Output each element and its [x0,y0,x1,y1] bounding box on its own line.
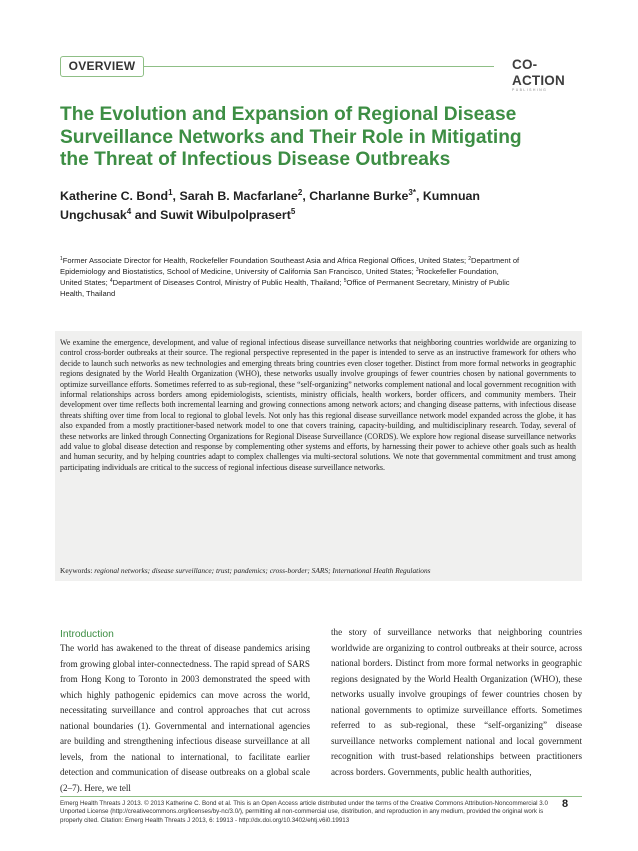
affiliation-text: Office of Permanent Secretary, Ministry of Public Health, Thailand [60,278,510,298]
author-affiliation-marker: 4 [126,207,132,216]
section-badge: OVERVIEW [60,56,144,77]
introduction-heading: Introduction [60,629,114,640]
affiliation-number: 4 [109,278,113,284]
author-list [60,187,530,225]
abstract-text: We examine the emergence, development, and value of regional infectious disease surveillance networks that neighboring countries worldwide are organizing to control cross-border outbreaks at their source. The regional perspective represented in the paper is intended to serve as an instructive framework for others who decide to launch such networks as new technologies and emerging threats bring countries even closer together. Distinct from more formal networks in geographic regions designated by the World Health Organization (WHO), these networks usually involve groupings of fewer countries chosen by national governments to optimize surveillance efforts. Sometimes referred to as sub-regional, these “self-organizing” networks complement national and local government recognition with informal relationships across borders among epidemiologists, scientists, ministry officials, health workers, border officers, and community members. Their development over time reflects both incremental learning and growing connections among network actors; and changing disease patterns, with infectious disease threats shifting over time from local to regional to global levels. Not only has this regional disease surveillance network model expanded across the globe, it has also expanded from a mostly practitioner-based network model to one that covers training, capacity-building, and multidisciplinary research. Today, several of these networks are linked through Connecting Organizations for Regional Disease Surveillance (CORDS). We explore how regional disease surveillance networks add value to global disease detection and response by complementing other systems and efforts, by harnessing their power to achieve other goals such as health and human security, and by helping countries adapt to complex challenges via multi-sectoral solutions. We note that governmental commitment and trust among participating individuals are critical to the success of regional infectious disease surveillance networks. [60,338,576,472]
publisher-logo [512,57,582,92]
affiliation-text: Former Associate Director for Health, Rockefeller Foundation Southeast Asia and Africa Regional Offices, United States; [62,256,469,265]
author-affiliation-marker: 3* [408,188,416,197]
author-name: Charlanne Burke [309,189,409,203]
affiliation-text: Rockefeller Foundation, United States; [60,267,499,287]
publisher-logo-text: CO-ACTION [512,57,565,88]
author-name: Katherine C. Bond [60,189,169,203]
author-separator: , [302,189,310,203]
affiliation-number: 3 [415,267,419,273]
body-column-right: the story of surveillance networks that neighboring countries worldwide are organizing to control outbreaks at their source, across national borders. Distinct from more formal networks in geographic regions designated by the World Health Organization (WHO), these networks usually involve groupings of fewer countries chosen by national governments to optimize surveillance efforts. Sometimes referred to as sub-regional, these “self-organizing” disease surveillance networks complement national and local government recognition with trust-based relationships between practitioners across borders. Governments, public health authorities, [331,627,582,777]
author-affiliation-marker: 5 [290,207,296,216]
affiliation-number: 1 [60,256,63,262]
affiliations [60,255,520,299]
footer-citation: Citation: Emerg Health Threats J 2013, 6: 19913 - http://dx.doi.org/10.3402/ehtj.v6i0.19913 [100,816,350,824]
footer-text: Emerg Health Threats J 2013. © 2013 Katherine C. Bond et al. This is an Open Access article distributed under the terms of the Creative Commons Attribution-Noncommercial 3.0 Unported License (http://creativecommons.org/licenses/by-nc/3.0/), permitting all non-commercial use, distribution, and reproduction in any medium, provided the original work is properly cited. [60,800,548,824]
article-title: The Evolution and Expansion of Regional Disease Surveillance Networks and Their Role in Mitigating the Threat of Infectious Disease Outbreaks [60,104,522,170]
author-separator: and [131,208,161,222]
author-name: Kumnuan Ungchusak [60,189,480,222]
author-name: Sarah B. Macfarlane [179,189,298,203]
body-column-left: The world has awakened to the threat of disease pandemics arising from growing global inter-connectedness. The rapid spread of SARS from Hong Kong to Toronto in 2003 demonstrated the speed with which highly pathogenic epidemics can move across the world, necessitating surveillance and control approaches that cut across national boundaries (1). Governmental and international agencies are building and strengthening infectious disease surveillance at all levels, from the national to international, to facilitate earlier detection and communication of disease outbreaks on a global scale (2–7). Here, we tell [60,643,310,793]
publisher-tagline: PUBLISHING [512,88,548,92]
author-separator: , [415,189,423,203]
affiliation-text: Department of Diseases Control, Ministry of Public Health, Thailand; [112,278,344,287]
affiliation-text: Department of Epidemiology and Biostatistics, School of Medicine, University of California San Francisco, United States; [60,256,520,276]
author-affiliation-marker: 2 [297,188,303,197]
footer-rule [60,796,582,797]
keywords-list: regional networks; disease surveillance; trust; pandemics; cross-border; SARS; International Health Regulations [94,566,431,575]
author-separator: , [172,189,180,203]
keywords [60,566,576,576]
author-affiliation-marker: 1 [168,188,173,197]
keywords-label: Keywords: [60,566,93,575]
affiliation-number: 2 [468,256,472,262]
page-number: 8 [562,798,569,810]
affiliation-number: 5 [343,278,347,284]
author-name: Suwit Wibulpolprasert [160,208,291,222]
footer-license [60,800,555,825]
